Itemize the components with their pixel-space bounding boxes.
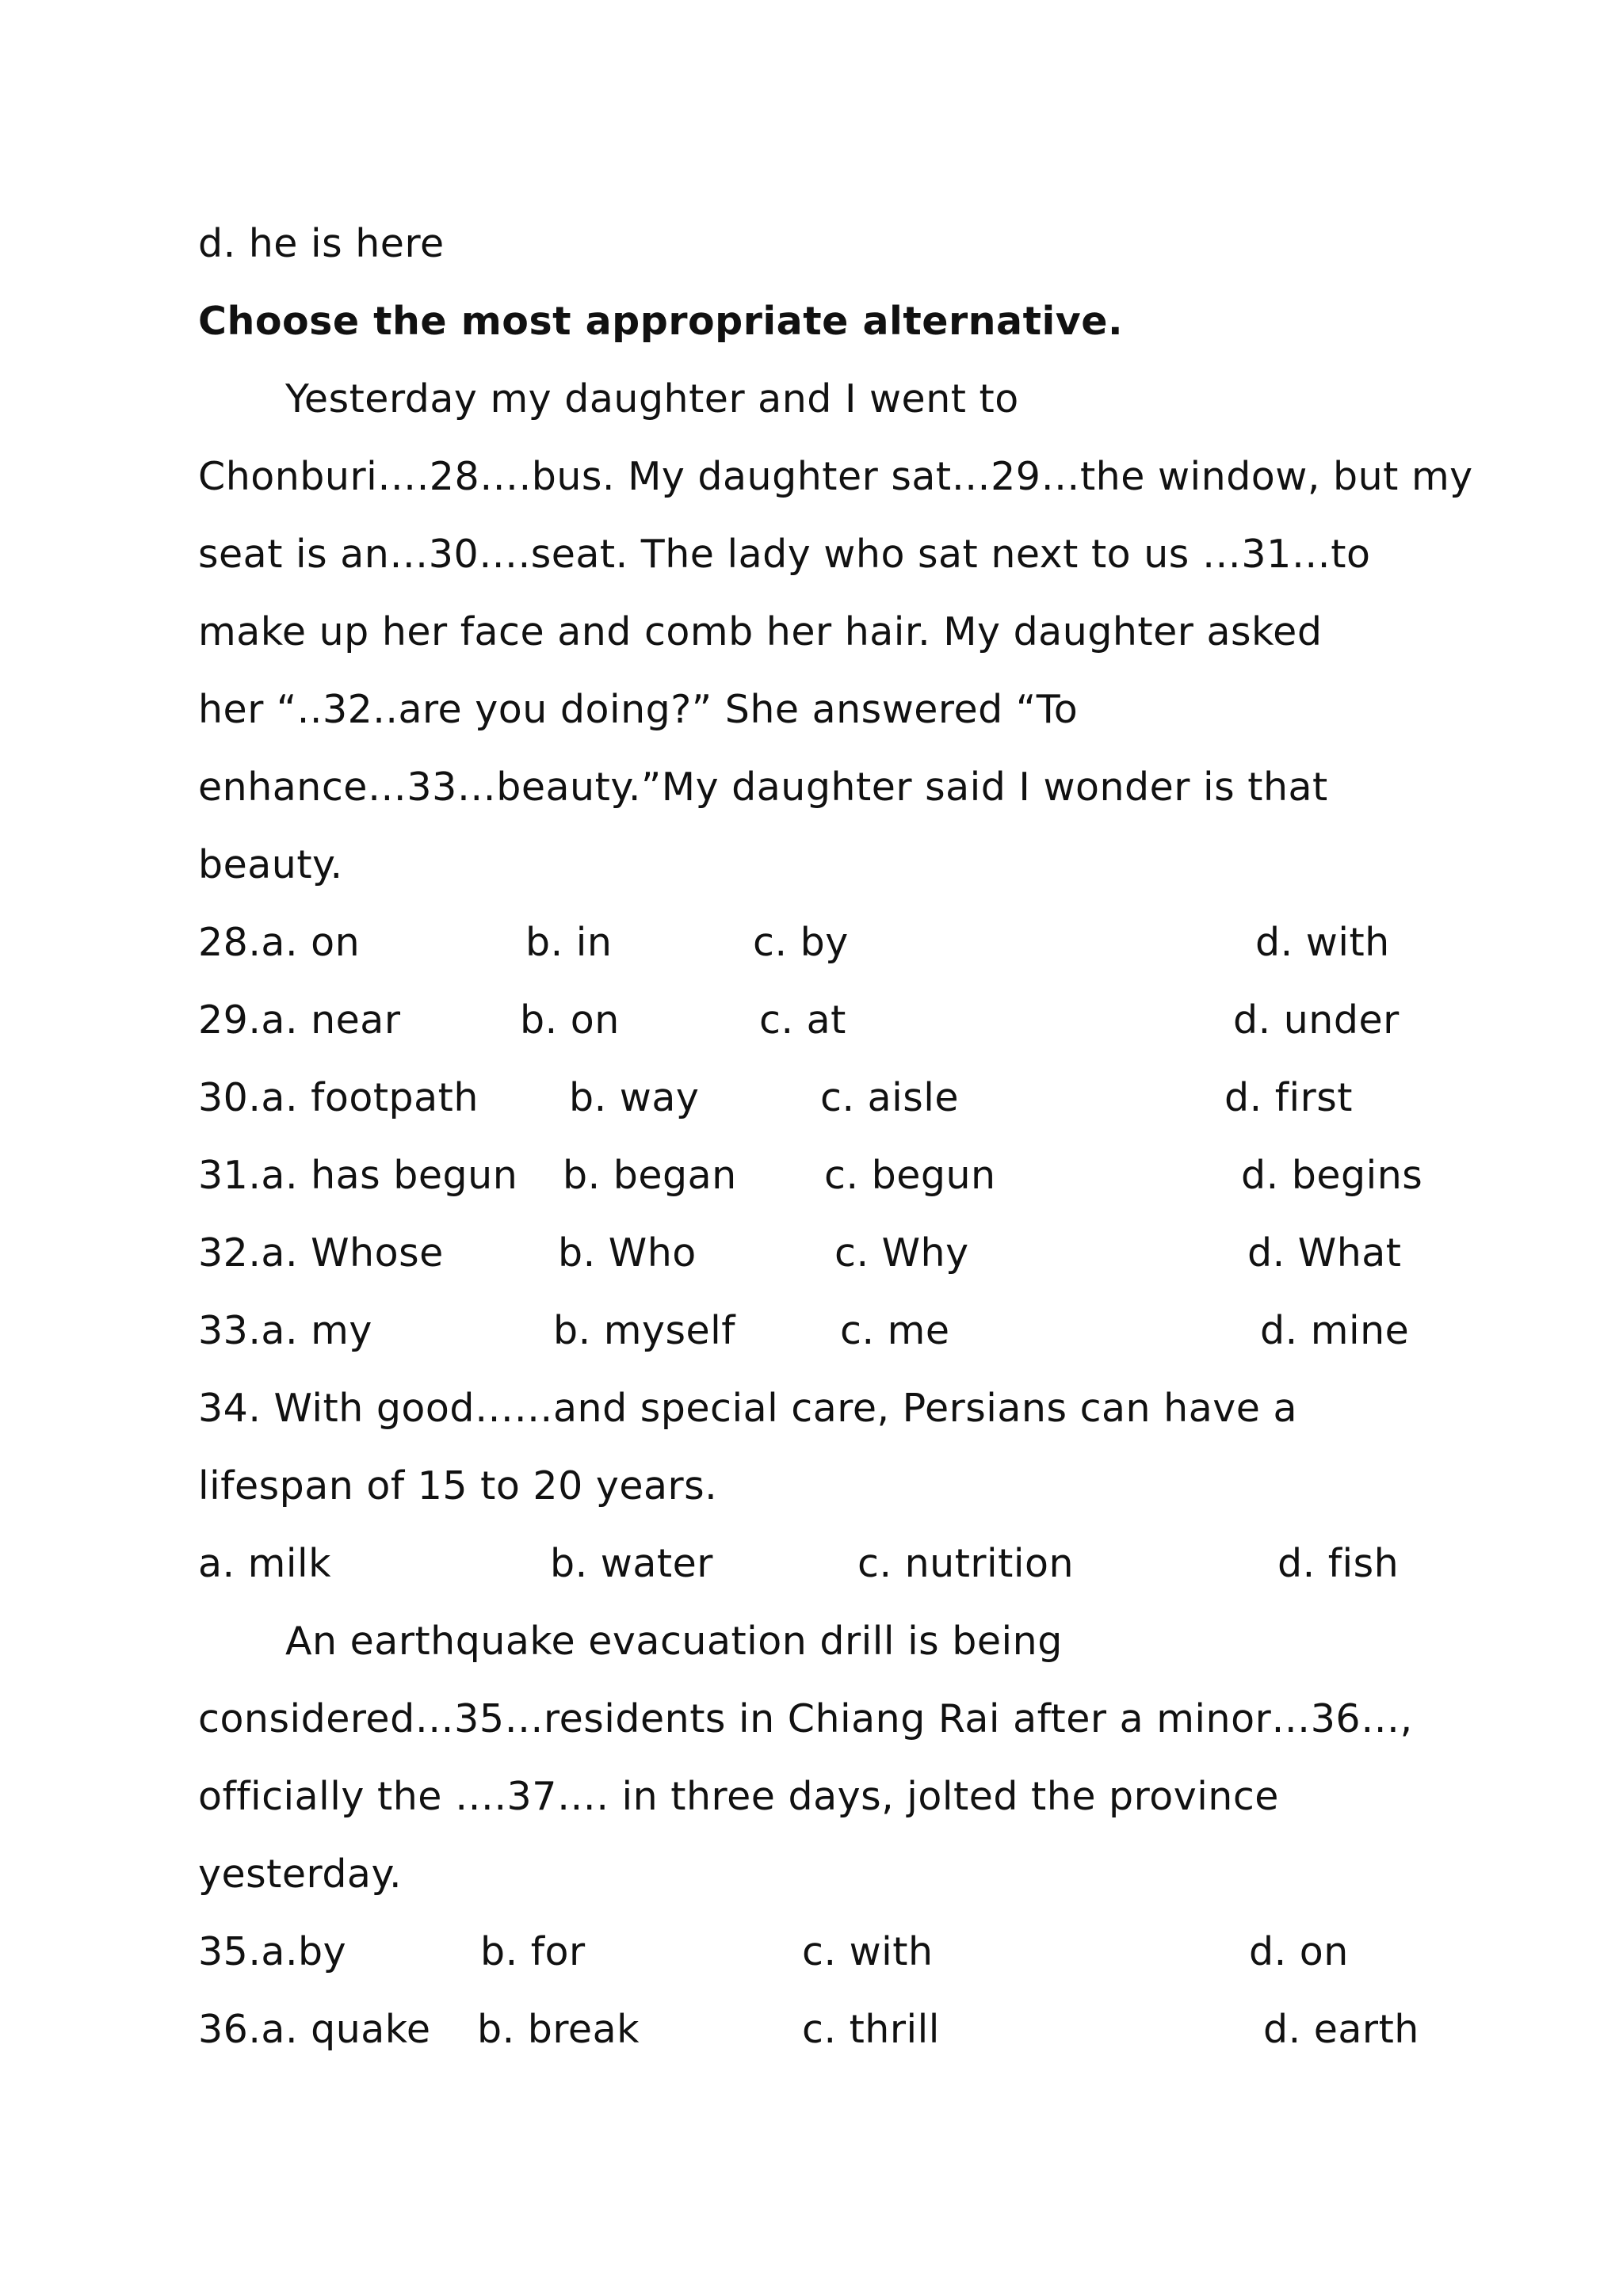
passage1-line: Chonburi….28….bus. My daughter sat…29…the window, but my bbox=[198, 454, 1473, 499]
option-b: b. in bbox=[525, 920, 613, 965]
option-a: 28.a. on bbox=[198, 920, 361, 965]
passage1-line: make up her face and comb her hair. My daughter asked bbox=[198, 609, 1323, 654]
option-a: 35.a.by bbox=[198, 1929, 347, 1974]
option-c: c. aisle bbox=[820, 1075, 960, 1120]
passage2-line: officially the ….37…. in three days, jolted the province bbox=[198, 1774, 1279, 1819]
option-b: b. on bbox=[520, 997, 620, 1043]
option-d: d. under bbox=[1233, 997, 1400, 1043]
passage1-line: seat is an…30….seat. The lady who sat next to us …31…to bbox=[198, 532, 1371, 577]
option-b: b. water bbox=[550, 1541, 713, 1586]
option-c: c. at bbox=[759, 997, 846, 1043]
option-a: 36.a. quake bbox=[198, 2007, 431, 2052]
option-d: d. on bbox=[1249, 1929, 1349, 1974]
option-a: 30.a. footpath bbox=[198, 1075, 479, 1120]
passage2-line: considered…35…residents in Chiang Rai after a minor…36…, bbox=[198, 1696, 1413, 1741]
option-b: b. for bbox=[480, 1929, 586, 1974]
passage2-line: yesterday. bbox=[198, 1852, 403, 1897]
option-d: d. begins bbox=[1241, 1153, 1423, 1198]
option-b: b. myself bbox=[553, 1308, 736, 1353]
passage1-line: enhance…33…beauty.”My daughter said I wonder is that bbox=[198, 765, 1328, 810]
instruction-heading: Choose the most appropriate alternative. bbox=[198, 299, 1124, 344]
option-d: d. first bbox=[1224, 1075, 1354, 1120]
option-b: b. way bbox=[569, 1075, 700, 1120]
option-d: d. fish bbox=[1277, 1541, 1400, 1586]
option-c: c. me bbox=[840, 1308, 950, 1353]
option-c: c. begun bbox=[824, 1153, 996, 1198]
question-34-stem: lifespan of 15 to 20 years. bbox=[198, 1463, 718, 1508]
option-b: b. began bbox=[563, 1153, 737, 1198]
option-a: 31.a. has begun bbox=[198, 1153, 518, 1198]
option-d: d. with bbox=[1255, 920, 1390, 965]
question-34-stem: 34. With good……and special care, Persians can have a bbox=[198, 1386, 1297, 1431]
passage2-line: An earthquake evacuation drill is being bbox=[285, 1619, 1063, 1664]
option-c: c. by bbox=[753, 920, 849, 965]
option-d: d. mine bbox=[1260, 1308, 1410, 1353]
option-a: a. milk bbox=[198, 1541, 332, 1586]
option-c: c. nutrition bbox=[857, 1541, 1075, 1586]
passage1-line: Yesterday my daughter and I went to bbox=[285, 376, 1019, 421]
option-d: d. What bbox=[1247, 1230, 1402, 1276]
option-a: 29.a. near bbox=[198, 997, 401, 1043]
option-c: c. thrill bbox=[802, 2007, 940, 2052]
passage1-line: her “..32..are you doing?” She answered “To bbox=[198, 687, 1079, 732]
option-d: d. earth bbox=[1263, 2007, 1419, 2052]
option-b: b. Who bbox=[558, 1230, 697, 1276]
option-a: 32.a. Whose bbox=[198, 1230, 444, 1276]
option-c: c. with bbox=[802, 1929, 934, 1974]
option-a: 33.a. my bbox=[198, 1308, 372, 1353]
previous-option-d: d. he is here bbox=[198, 221, 445, 266]
passage1-line: beauty. bbox=[198, 842, 343, 887]
option-b: b. break bbox=[477, 2007, 640, 2052]
option-c: c. Why bbox=[834, 1230, 969, 1276]
